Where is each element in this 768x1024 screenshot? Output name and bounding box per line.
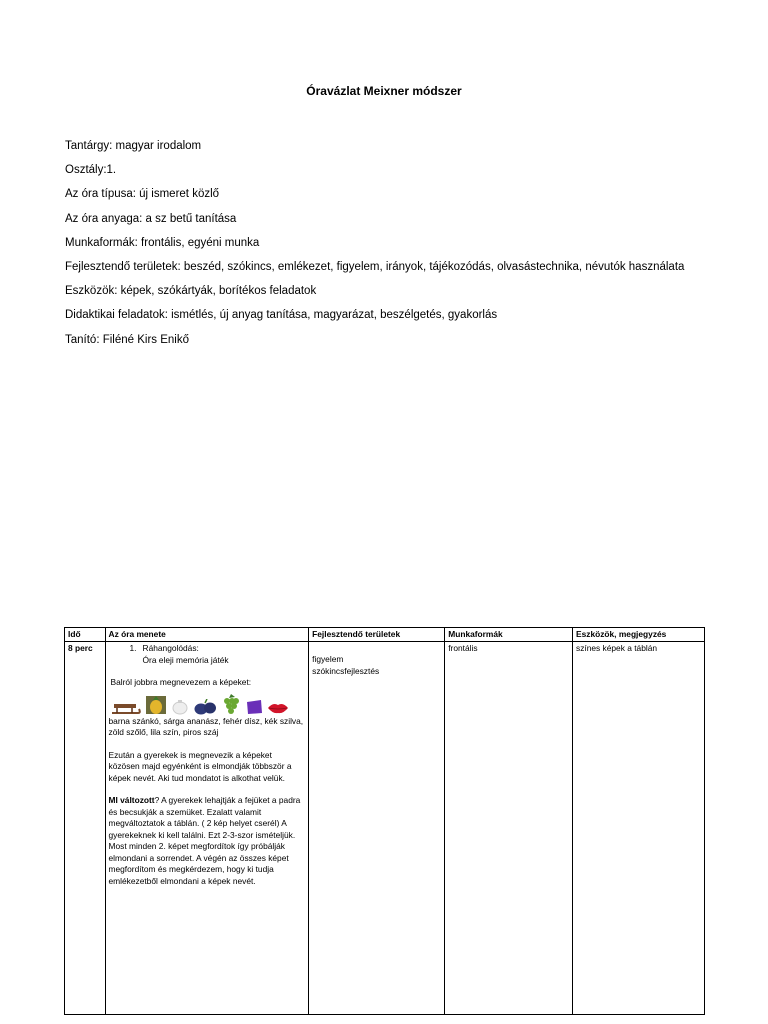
header-development-areas: Fejlesztendő területek (309, 628, 445, 642)
lesson-meta (65, 134, 745, 352)
header-lesson-flow: Az óra menete (105, 628, 309, 642)
ornament-icon (171, 699, 189, 715)
meta-teacher: Tanító: Filéné Kirs Enikő (65, 333, 190, 346)
cell-work-forms: frontális (445, 642, 573, 1015)
table-row (65, 642, 705, 1015)
step-heading (109, 643, 306, 655)
cell-lesson-flow (105, 642, 309, 1015)
paragraph-what-changed (109, 795, 306, 841)
table-header-row (65, 628, 705, 642)
grape-icon (221, 693, 241, 715)
pineapple-icon (145, 695, 167, 715)
plum-icon (193, 699, 217, 715)
meta-didactic-tasks: Didaktikai feladatok: ismétlés, új anyag tanítása, magyarázat, beszélgetés, gyakorlás (65, 309, 498, 322)
dev-area-attention: figyelem (312, 654, 344, 664)
step-title: Ráhangolódás: (142, 643, 199, 653)
header-work-forms: Munkaformák (445, 628, 573, 642)
document-title: Óravázlat Meixner módszer (306, 84, 462, 98)
dev-area-vocabulary: szókincsfejlesztés (312, 665, 380, 676)
cell-tools-notes: színes képek a táblán (573, 642, 705, 1015)
cell-time: 8 perc (65, 642, 106, 1015)
meta-lesson-material: Az óra anyaga: a sz betű tanítása (65, 212, 237, 225)
lips-icon (267, 701, 289, 715)
purple-square-icon (245, 699, 263, 715)
what-changed-text: ? A gyerekek lehajtják a fejüket a padra és becsukják a szemüket. Ezalatt valamit megváltoztatok a táblán. ( 2 kép helyet cserél) A gyerekeknek ki kell találni. Ezt 2-3-szor ismételjük. (108, 795, 301, 840)
meta-class: Osztály:1. (65, 164, 117, 177)
meta-tools: Eszközök: képek, szókártyák, borítékos feladatok (65, 285, 317, 298)
header-time: Idő (65, 628, 106, 642)
cell-development-areas (309, 642, 445, 1015)
pictures-caption: barna szánkó, sárga ananász, fehér dísz, kék szilva, zöld szőlő, lila szín, piros száj (108, 715, 304, 737)
sled-icon (111, 701, 141, 715)
paragraph-naming: Ezután a gyerekek is megnevezik a képeket közösen majd egyénként is elmondják többször a képek nevét. Aki tud mondatot is alkothat velük. (108, 749, 292, 783)
meta-lesson-type: Az óra típusa: új ismeret közlő (65, 188, 220, 201)
picture-strip (111, 695, 306, 715)
step-subtitle: Óra eleji memória játék (142, 654, 229, 665)
lesson-plan-table (64, 627, 705, 1015)
meta-development-areas: Fejlesztendő területek: beszéd, szókincs, emlékezet, figyelem, irányok, tájékozódás, olvasástechnika, névutók használata (65, 260, 685, 273)
step-number: 1. (129, 643, 137, 653)
what-changed-heading: MI változott (108, 795, 155, 805)
paragraph-turn-over: Most minden 2. képet megfordítok így próbálják elmondani a sorrendet. A végén az összes képet megfordítom és megkérdezem, hogy ki tudja emlékezetből elmondani a képek nevét. (108, 841, 289, 886)
header-tools-notes: Eszközök, megjegyzés (573, 628, 705, 642)
meta-work-forms: Munkaformák: frontális, egyéni munka (65, 236, 260, 249)
meta-subject: Tantárgy: magyar irodalom (65, 140, 202, 152)
instruction-text: Balról jobbra megnevezem a képeket: (110, 677, 252, 687)
